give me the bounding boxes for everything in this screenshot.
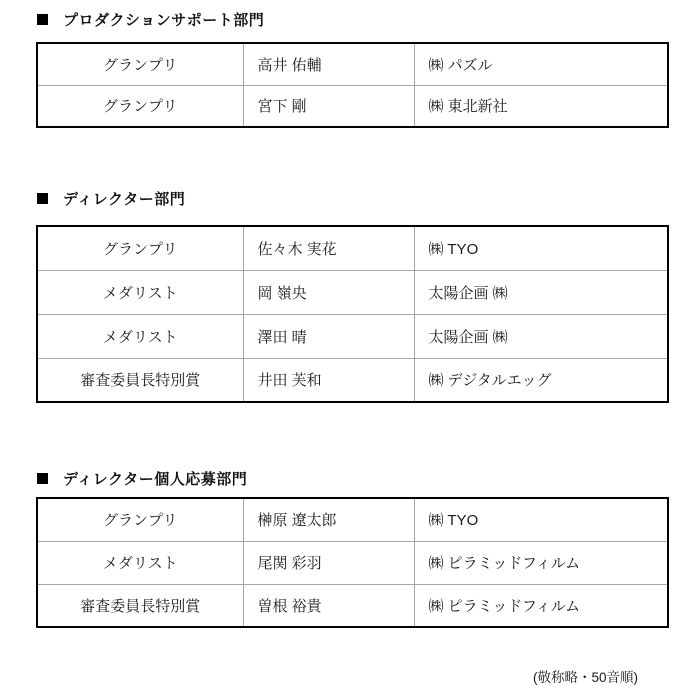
company-cell: ㈱ 東北新社 xyxy=(414,85,668,127)
award-cell: 審査委員長特別賞 xyxy=(37,358,243,402)
award-cell: メダリスト xyxy=(37,541,243,584)
director-individual-table xyxy=(36,497,669,628)
winner-name-cell: 高井 佑輔 xyxy=(243,43,414,85)
square-bullet-icon xyxy=(37,193,48,204)
table-row xyxy=(37,226,668,270)
square-bullet-icon xyxy=(37,14,48,25)
award-cell: グランプリ xyxy=(37,85,243,127)
award-cell: メダリスト xyxy=(37,314,243,358)
award-cell: 審査委員長特別賞 xyxy=(37,584,243,627)
company-cell: ㈱ ピラミッドフィルム xyxy=(414,541,668,584)
winner-name-cell: 澤田 晴 xyxy=(243,314,414,358)
table-row xyxy=(37,85,668,127)
company-cell: ㈱ TYO xyxy=(414,498,668,541)
table-row xyxy=(37,314,668,358)
winner-name-cell: 曽根 裕貴 xyxy=(243,584,414,627)
company-cell: ㈱ ピラミッドフィルム xyxy=(414,584,668,627)
section-header-director-individual xyxy=(37,468,247,489)
award-cell: メダリスト xyxy=(37,270,243,314)
table-row xyxy=(37,541,668,584)
winner-name-cell: 佐々木 実花 xyxy=(243,226,414,270)
table-row xyxy=(37,498,668,541)
table-row xyxy=(37,270,668,314)
company-cell: 太陽企画 ㈱ xyxy=(414,314,668,358)
section-title: ディレクター個人応募部門 xyxy=(63,471,248,488)
winner-name-cell: 岡 嶺央 xyxy=(243,270,414,314)
section-header-director xyxy=(37,188,185,209)
square-bullet-icon xyxy=(37,473,48,484)
section-title: プロダクションサポート部門 xyxy=(63,12,265,29)
honorifics-order-note: (敬称略・50音順) xyxy=(532,670,638,685)
director-table xyxy=(36,225,669,403)
award-cell: グランプリ xyxy=(37,498,243,541)
table-row xyxy=(37,584,668,627)
winner-name-cell: 尾関 彩羽 xyxy=(243,541,414,584)
winner-name-cell: 井田 芙和 xyxy=(243,358,414,402)
company-cell: ㈱ パズル xyxy=(414,43,668,85)
award-cell: グランプリ xyxy=(37,226,243,270)
winner-name-cell: 榊原 遼太郎 xyxy=(243,498,414,541)
table-row xyxy=(37,358,668,402)
company-cell: 太陽企画 ㈱ xyxy=(414,270,668,314)
award-cell: グランプリ xyxy=(37,43,243,85)
production-support-table xyxy=(36,42,669,128)
section-title: ディレクター部門 xyxy=(63,191,186,208)
winner-name-cell: 宮下 剛 xyxy=(243,85,414,127)
section-header-production-support xyxy=(37,9,264,30)
company-cell: ㈱ デジタルエッグ xyxy=(414,358,668,402)
table-row xyxy=(37,43,668,85)
company-cell: ㈱ TYO xyxy=(414,226,668,270)
